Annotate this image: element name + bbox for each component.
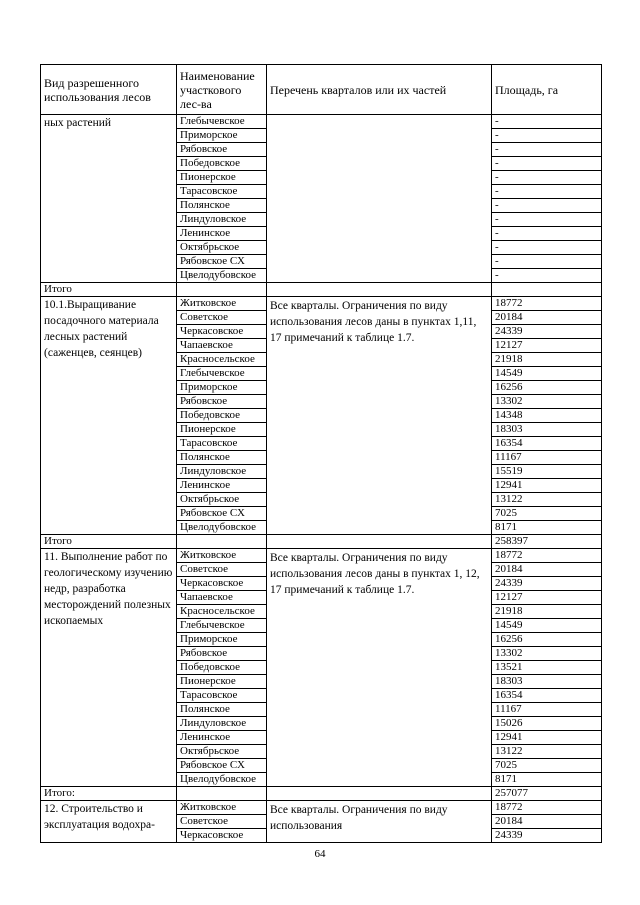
forestry-name: Советское: [177, 563, 267, 577]
forestry-name: Красносельское: [177, 353, 267, 367]
quarters-cell: Все кварталы. Ограничения по виду использования лесов даны в пунктах 1, 12, 17 примечаний к таблице 1.7.: [267, 549, 492, 787]
area-value: 14549: [492, 367, 602, 381]
forestry-name: Рябовское СХ: [177, 255, 267, 269]
total-label: Итого: [41, 535, 177, 549]
table-row: [41, 115, 602, 129]
area-value: 11167: [492, 703, 602, 717]
forestry-name: Рябовское СХ: [177, 759, 267, 773]
area-value: 20184: [492, 563, 602, 577]
forestry-name: Приморское: [177, 633, 267, 647]
forestry-name: Рябовское: [177, 395, 267, 409]
area-value: 15519: [492, 465, 602, 479]
area-value: 18303: [492, 423, 602, 437]
use-type-cell: 11. Выполнение работ по геологическому изучению недр, разработка месторождений полезных ископаемых: [41, 549, 177, 787]
area-value: -: [492, 129, 602, 143]
forestry-name: Цвелодубовское: [177, 521, 267, 535]
total-label: Итого:: [41, 787, 177, 801]
total-label: Итого: [41, 283, 177, 297]
forestry-name: Полянское: [177, 703, 267, 717]
area-value: 16354: [492, 689, 602, 703]
forestry-name: Пионерское: [177, 171, 267, 185]
forestry-name: Житковское: [177, 801, 267, 815]
total-row: [41, 283, 602, 297]
total-value: [492, 283, 602, 297]
forestry-name: Победовское: [177, 409, 267, 423]
quarters-cell: Все кварталы. Ограничения по виду использования: [267, 801, 492, 843]
area-value: -: [492, 185, 602, 199]
forestry-name: Октябрьское: [177, 745, 267, 759]
table-row: [41, 801, 602, 815]
area-value: 12941: [492, 479, 602, 493]
area-value: -: [492, 213, 602, 227]
total-empty-cell: [177, 283, 267, 297]
forestry-name: Октябрьское: [177, 493, 267, 507]
area-value: 21918: [492, 605, 602, 619]
area-value: 20184: [492, 815, 602, 829]
area-value: -: [492, 255, 602, 269]
forestry-name: Глебычевское: [177, 115, 267, 129]
area-value: 18303: [492, 675, 602, 689]
area-value: 7025: [492, 507, 602, 521]
forestry-name: Черкасовское: [177, 829, 267, 843]
forestry-name: Победовское: [177, 661, 267, 675]
area-value: -: [492, 171, 602, 185]
area-value: -: [492, 241, 602, 255]
forestry-name: Чапаевское: [177, 339, 267, 353]
forestry-name: Советское: [177, 311, 267, 325]
table-header-row: [41, 65, 602, 115]
forestry-name: Ленинское: [177, 227, 267, 241]
forestry-name: Пионерское: [177, 423, 267, 437]
area-value: 13302: [492, 395, 602, 409]
table-row: [41, 549, 602, 563]
area-value: 24339: [492, 829, 602, 843]
forestry-name: Приморское: [177, 129, 267, 143]
forestry-name: Пионерское: [177, 675, 267, 689]
area-value: 21918: [492, 353, 602, 367]
area-value: 15026: [492, 717, 602, 731]
area-value: 16354: [492, 437, 602, 451]
forestry-name: Красносельское: [177, 605, 267, 619]
area-value: 14549: [492, 619, 602, 633]
area-value: 18772: [492, 549, 602, 563]
total-empty-cell: [267, 787, 492, 801]
forestry-name: Житковское: [177, 297, 267, 311]
forestry-name: Рябовское СХ: [177, 507, 267, 521]
forestry-name: Цвелодубовское: [177, 773, 267, 787]
forestry-name: Черкасовское: [177, 325, 267, 339]
total-value: 257077: [492, 787, 602, 801]
total-row: [41, 535, 602, 549]
forest-use-table: [40, 64, 602, 843]
total-empty-cell: [177, 787, 267, 801]
forestry-name: Октябрьское: [177, 241, 267, 255]
area-value: 24339: [492, 577, 602, 591]
area-value: -: [492, 115, 602, 129]
quarters-cell: Все кварталы. Ограничения по виду использования лесов даны в пунктах 1,11, 17 примечаний к таблице 1.7.: [267, 297, 492, 535]
area-value: 11167: [492, 451, 602, 465]
area-value: 16256: [492, 633, 602, 647]
area-value: 8171: [492, 521, 602, 535]
area-value: -: [492, 269, 602, 283]
header-use-type: Вид разрешенного использования лесов: [41, 65, 177, 115]
area-value: -: [492, 199, 602, 213]
page-number: 64: [314, 848, 326, 860]
area-value: -: [492, 227, 602, 241]
header-quarters: Перечень кварталов или их частей: [267, 65, 492, 115]
area-value: 13302: [492, 647, 602, 661]
area-value: 12941: [492, 731, 602, 745]
area-value: 18772: [492, 801, 602, 815]
forestry-name: Житковское: [177, 549, 267, 563]
use-type-cell: 12. Строительство и эксплуатация водохра-: [41, 801, 177, 843]
table-row: [41, 297, 602, 311]
forestry-name: Тарасовское: [177, 437, 267, 451]
area-value: 12127: [492, 591, 602, 605]
area-value: 13521: [492, 661, 602, 675]
area-value: 13122: [492, 745, 602, 759]
forestry-name: Приморское: [177, 381, 267, 395]
forestry-name: Тарасовское: [177, 185, 267, 199]
header-forestry: Наименование участкового лес-ва: [177, 65, 267, 115]
total-empty-cell: [267, 535, 492, 549]
forestry-name: Черкасовское: [177, 577, 267, 591]
header-area: Площадь, га: [492, 65, 602, 115]
forestry-name: Рябовское: [177, 647, 267, 661]
forestry-name: Ленинское: [177, 479, 267, 493]
area-value: -: [492, 143, 602, 157]
area-value: 13122: [492, 493, 602, 507]
forestry-name: Линдуловское: [177, 465, 267, 479]
forestry-name: Линдуловское: [177, 717, 267, 731]
area-value: 18772: [492, 297, 602, 311]
total-row: [41, 787, 602, 801]
forestry-name: Линдуловское: [177, 213, 267, 227]
forestry-name: Глебычевское: [177, 367, 267, 381]
quarters-cell: [267, 115, 492, 283]
forestry-name: Глебычевское: [177, 619, 267, 633]
total-empty-cell: [267, 283, 492, 297]
area-value: -: [492, 157, 602, 171]
total-empty-cell: [177, 535, 267, 549]
forestry-name: Победовское: [177, 157, 267, 171]
forestry-name: Рябовское: [177, 143, 267, 157]
area-value: 7025: [492, 759, 602, 773]
forestry-name: Полянское: [177, 199, 267, 213]
area-value: 16256: [492, 381, 602, 395]
use-type-cell: 10.1.Выращивание посадочного материала лесных растений (саженцев, сеянцев): [41, 297, 177, 535]
area-value: 8171: [492, 773, 602, 787]
forestry-name: Чапаевское: [177, 591, 267, 605]
forestry-name: Ленинское: [177, 731, 267, 745]
total-value: 258397: [492, 535, 602, 549]
forestry-name: Полянское: [177, 451, 267, 465]
forestry-name: Цвелодубовское: [177, 269, 267, 283]
area-value: 20184: [492, 311, 602, 325]
area-value: 12127: [492, 339, 602, 353]
use-type-cell: ных растений: [41, 115, 177, 283]
area-value: 24339: [492, 325, 602, 339]
forestry-name: Тарасовское: [177, 689, 267, 703]
area-value: 14348: [492, 409, 602, 423]
forestry-name: Советское: [177, 815, 267, 829]
